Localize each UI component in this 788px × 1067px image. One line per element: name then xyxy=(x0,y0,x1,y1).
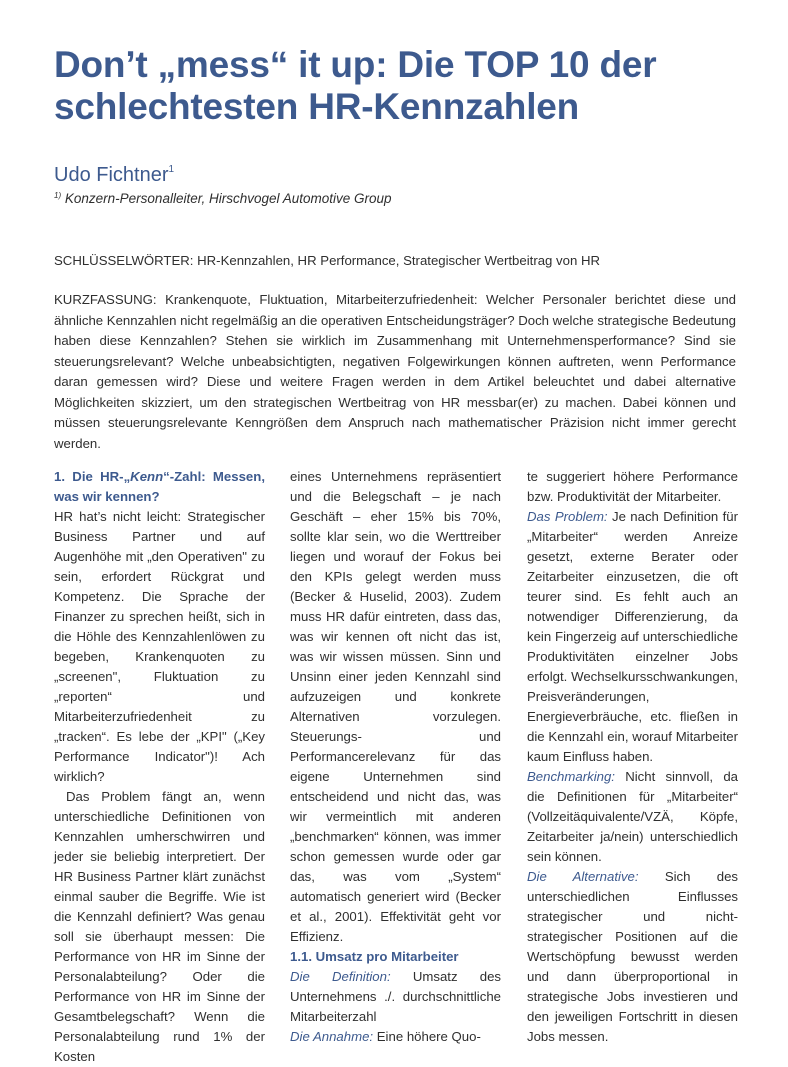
definition-label: Die Definition: xyxy=(290,969,391,984)
article-title: Don’t „mess“ it up: Die TOP 10 der schlechtesten HR-Kennzahlen xyxy=(54,44,657,127)
abstract: KURZFASSUNG: Krankenquote, Fluktuation, Mitarbeiterzufriedenheit: Welcher Personaler berichtet diese und ähnliche Kennzahlen nicht regelmäßig an die operativen Entscheidungsträger? Doch welche strategische Bedeutung haben diese Kennzahlen? Stehen sie wirklich im Zusammenhang mit Unternehmensperformance? Sind sie steuerungsrelevant? Welche unbeabsichtigten, negativen Folgewirkungen können auftreten, wenn Performance daran gemessen wird? Diese und weitere Fragen werden in dem Artikel beleuchtet und dabei alternative Möglichkeiten skizziert, um den strategischen Wertbeitrag von HR messbar(er) zu machen. Dabei können und müssen steuerungsrelevante Kenngrößen dem Anspruch nach mathematischer Präzision nicht immer gerecht werden. xyxy=(54,292,736,451)
benchmarking-paragraph xyxy=(527,767,738,867)
section-1-heading-pre: 1. Die HR-„ xyxy=(54,469,131,484)
section-1-paragraph-1: HR hat’s nicht leicht: Strategischer Business Partner und auf Augenhöhe mit „den Operativen" zu sein, erfordert Rückgrat und Kompetenz. Die Sprache der Finanzer zu sprechen heißt, sich in die Höhle des Kennzahlenlöwen zu begeben, Krankenquoten zu „screenen", Fluktuation zu „reporten“ und Mitarbeiterzufriedenheit zu „tracken“. Es lebe der „KPI" („Key Performance Indicator")! Ach wirklich? xyxy=(54,509,265,784)
author-affiliation xyxy=(54,191,392,206)
problem-paragraph xyxy=(527,507,738,767)
definition-paragraph xyxy=(290,967,501,1027)
section-1-heading-em: Kenn xyxy=(130,469,164,484)
affiliation-text: Konzern-Personalleiter, Hirschvogel Automotive Group xyxy=(64,191,392,206)
section-1-paragraph-2: Das Problem fängt an, wenn unterschiedliche Definitionen von Kennzahlen umherschwirren und jeder sie beliebig interpretiert. Der HR Business Partner klärt zunächst einmal sauber die Begriffe. Wie ist die Kennzahl definiert? Was genau soll sie überhaupt messen: Die Performance von HR im Sinne der Personalabteilung? Oder die Performance von HR im Sinne der Gesamtbelegschaft? Wenn die Personalabteilung rund 1% der Kosten xyxy=(54,789,265,1064)
section-1-heading xyxy=(54,467,265,507)
annahme-paragraph xyxy=(290,1027,501,1047)
column-2 xyxy=(290,467,501,1047)
benchmarking-label: Benchmarking: xyxy=(527,769,615,784)
keywords: SCHLÜSSELWÖRTER: HR-Kennzahlen, HR Performance, Strategischer Wertbeitrag von HR xyxy=(54,253,601,268)
benchmarking-text: Nicht sinnvoll, da die Definitionen für „Mitarbeiter“ (Vollzeitäquivalente/VZÄ, Köpfe, Zeitarbeiter ja/nein) unterschiedlich sein können. xyxy=(527,769,738,864)
problem-text: Je nach Definition für „Mitarbeiter“ werden Anreize gesetzt, externe Berater oder Zeitarbeiter einzusetzen, die oft teurer sind. Es fehlt auch an notwendiger Differenzierung, da kein Fingerzeig auf unterschiedliche Produktivitäten einzelner Jobs erfolgt. Wechselkursschwankungen, Preisveränderungen, Energieverbräuche, etc. fließen in die Kennzahl ein, worauf Mitarbeiter kaum Einfluss haben. xyxy=(527,509,738,764)
annahme-label: Die Annahme: xyxy=(290,1029,374,1044)
column-1 xyxy=(54,467,265,1067)
column-3 xyxy=(527,467,738,1047)
section-1-1-heading: 1.1. Umsatz pro Mitarbeiter xyxy=(290,949,459,964)
alternative-label: Die Alternative: xyxy=(527,869,639,884)
section-1-heading-post: “-Zahl: Messen, was wir kennen? xyxy=(54,469,265,504)
section-1-paragraph-2-continued: eines Unternehmens repräsentiert und die Belegschaft – je nach Geschäft – eher 15% bis 70%, sollte klar sein, wo die Werttreiber liegen und worauf der Fokus bei den KPIs gelegt werden muss (Becker & Huselid, 2003). Zudem muss HR dafür eintreten, dass das, was wir kennen oft nicht das ist, was wir wissen müssen. Sinn und Unsinn einer jeden Kennzahl sind aufzuzeigen und konkrete Alternativen vorzulegen. Steuerungs- und Performancerelevanz für das eigene Unternehmen sind entscheidend und nicht das, was wir vermeintlich mit anderen „benchmarken“ können, was immer schon gemessen wurde oder gar das, was vom „System“ automatisch generiert wird (Becker et al., 2001). Effektivität geht vor Effizienz. xyxy=(290,469,501,944)
annahme-text: Eine höhere Quo- xyxy=(373,1029,481,1044)
definition-text: Umsatz des Unternehmens ./. durchschnittliche Mitarbeiterzahl xyxy=(290,969,501,1024)
affiliation-footnote-marker: 1) xyxy=(54,191,62,200)
author-name-text: Udo Fichtner xyxy=(54,164,169,186)
alternative-text: Sich des unterschiedlichen Einflusses strategischer und nicht-strategischer Positionen auf die Wertschöpfung bewusst werden und dann überproportional in strategische Jobs investieren und den jeweiligen Fortschritt in diesen Jobs messen. xyxy=(527,869,738,1044)
annahme-paragraph-continued: te suggeriert höhere Performance bzw. Produktivität der Mitarbeiter. xyxy=(527,469,738,504)
alternative-paragraph xyxy=(527,867,738,1047)
problem-label: Das Problem: xyxy=(527,509,608,524)
author-footnote-marker: 1 xyxy=(168,164,175,175)
author-name xyxy=(54,164,174,187)
